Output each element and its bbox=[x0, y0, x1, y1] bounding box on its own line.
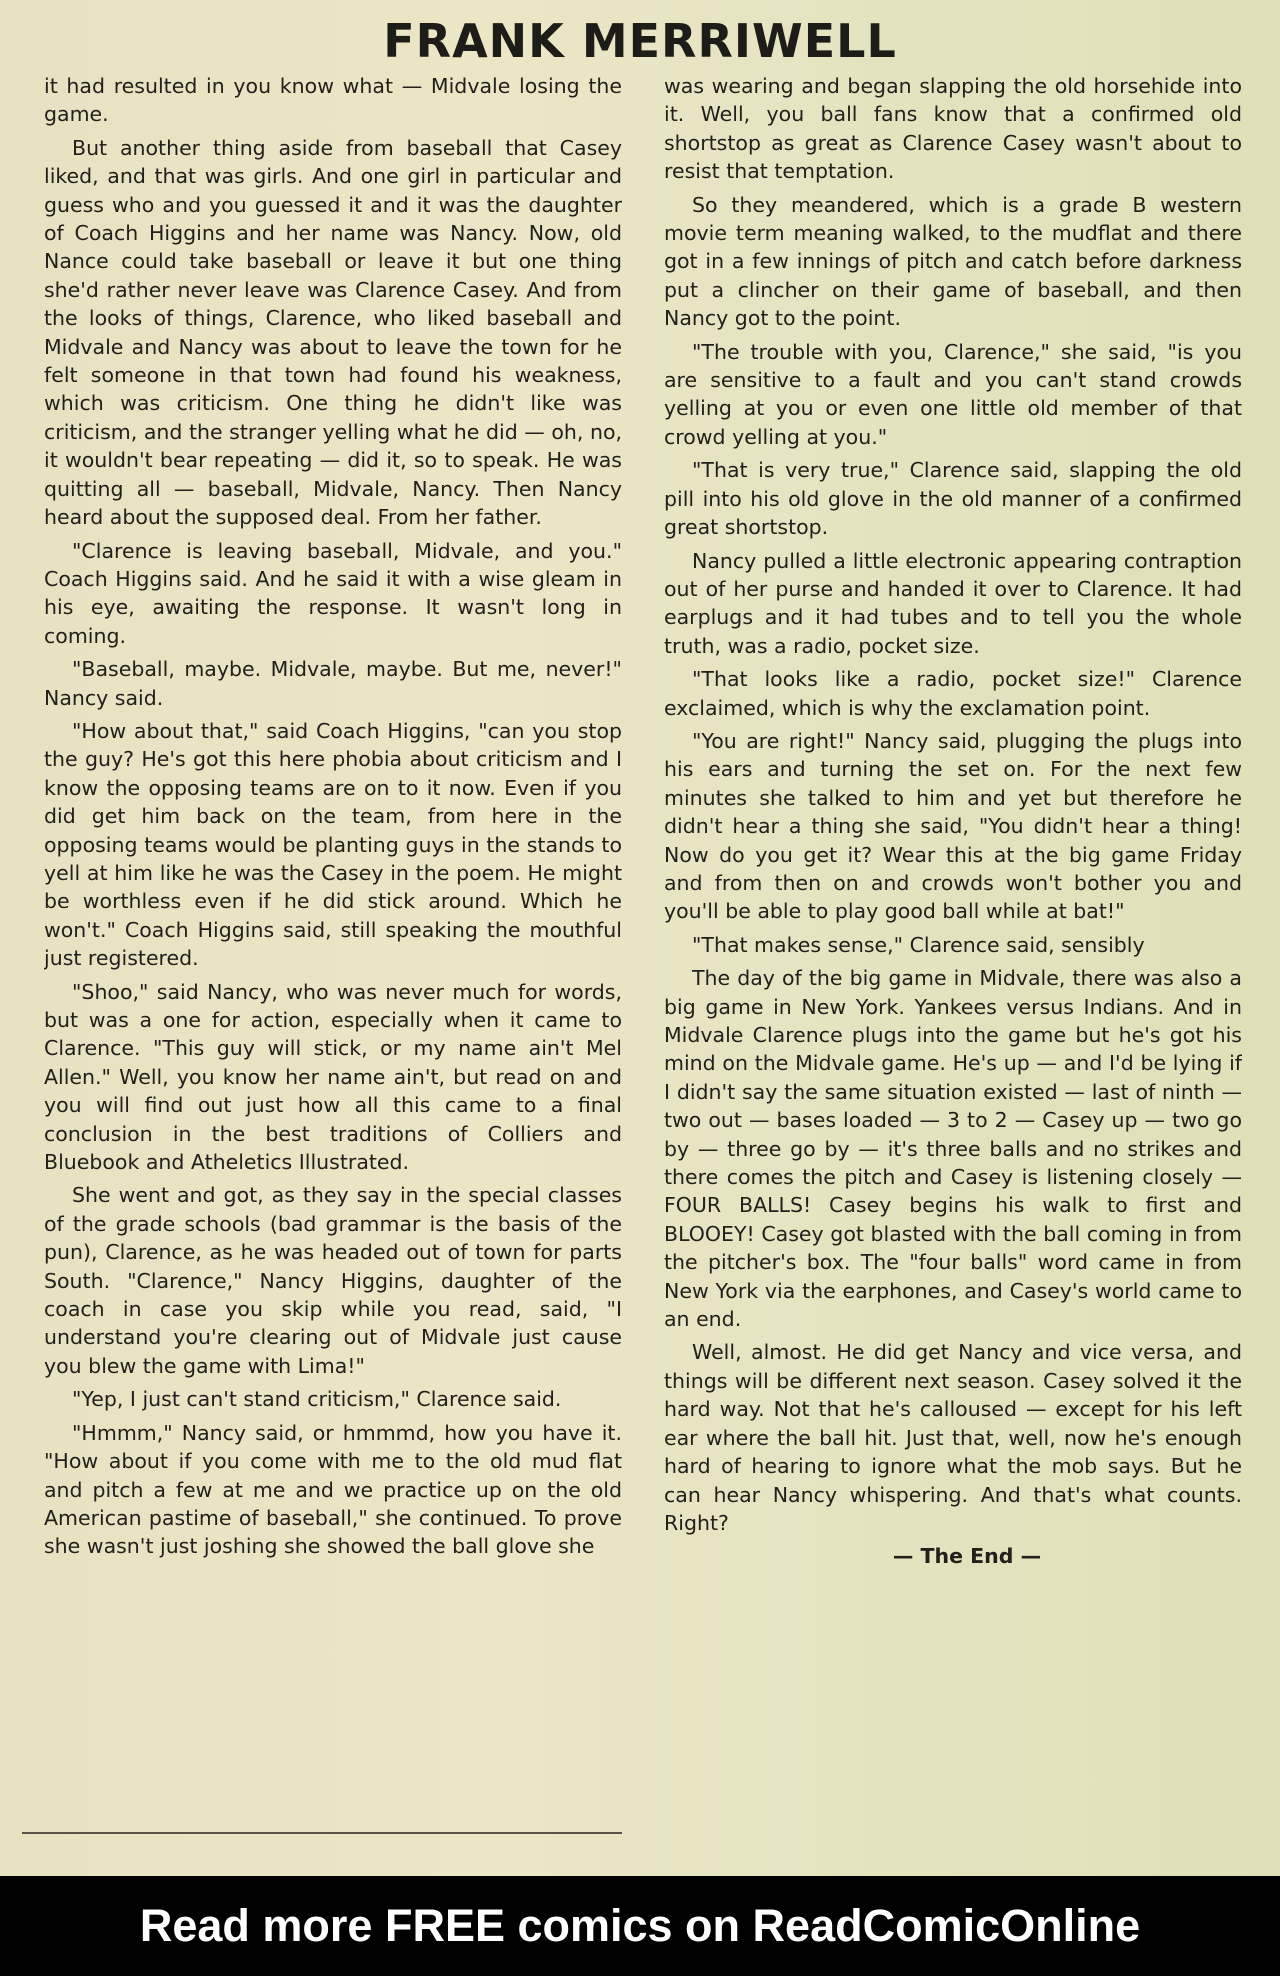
page-title: FRANK MERRIWELL bbox=[383, 14, 897, 68]
paragraph: "Baseball, maybe. Midvale, maybe. But me, never!" Nancy said. bbox=[44, 657, 622, 710]
paragraph: So they meandered, which is a grade B western movie term meaning walked, to the mudflat and there got in a few innings of pitch and catch before darkness put a clincher on their game of baseball, and then Nancy got to the point. bbox=[664, 192, 1242, 331]
paragraph: But another thing aside from baseball that Casey liked, and that was girls. And one girl in particular and guess who and you guessed it and it was the daughter of Coach Higgins and her name was Nancy. Now, old Nance could take baseball or leave it but one thing she'd rather never leave was Clarence Casey. And from the looks of things, Clarence, who liked baseball and Midvale and Nancy was about to leave the town for he felt someone in that town had found his weakness, which was criticism. One thing he didn't like was criticism, and the stranger yelling what he did — oh, no, it wouldn't bear repeating — did it, so to speak. He was quitting all — baseball, Midvale, Nancy. Then Nancy heard about the supposed deal. From her father. bbox=[44, 135, 622, 530]
paragraph: "You are right!" Nancy said, plugging the plugs into his ears and turning the set on. For the next few minutes she talked to him and yet but therefore he didn't hear a thing she said, "You didn't hear a thing! Now do you get it? Wear this at the big game Friday and from then on and crowds won't bother you and you'll be able to play good ball while at bat!" bbox=[664, 728, 1242, 924]
paragraph: "That looks like a radio, pocket size!" Clarence exclaimed, which is why the exclamation point. bbox=[664, 667, 1242, 720]
bottom-rule bbox=[22, 1832, 622, 1834]
left-text-column bbox=[44, 72, 622, 1832]
paragraph: "Shoo," said Nancy, who was never much for words, but was a one for action, especially when it came to Clarence. "This guy will stick, or my name ain't Mel Allen." Well, you know her name ain't, but read on and you will find out just how all this came to a final conclusion in the best traditions of Colliers and Bluebook and Atheletics Illustrated. bbox=[44, 979, 622, 1175]
promo-banner-text: Read more FREE comics on ReadComicOnline bbox=[139, 1900, 1141, 1951]
right-text-column bbox=[664, 72, 1242, 1832]
paragraph: "That makes sense," Clarence said, sensibly bbox=[692, 932, 1145, 957]
the-end-mark: — The End — bbox=[892, 1544, 1042, 1569]
paragraph: "Hmmm," Nancy said, or hmmmd, how you have it. "How about if you come with me to the old mud flat and pitch a few at me and we practice up on the old American pastime of baseball," she continued. To prove she wasn't just joshing she showed the ball glove she bbox=[44, 1420, 622, 1559]
paragraph: "The trouble with you, Clarence," she said, "is you are sensitive to a fault and you can't stand crowds yelling at you or even one little old member of that crowd yelling at you." bbox=[664, 339, 1242, 449]
paragraph: "How about that," said Coach Higgins, "can you stop the guy? He's got this here phobia about criticism and I know the opposing teams are on to it now. Even if you did get him back on the team, from here in the opposing teams would be planting guys in the stands to yell at him like he was the Casey in the poem. He might be worthless even if he did stick around. Which he won't." Coach Higgins said, still speaking the mouthful just registered. bbox=[44, 718, 622, 971]
paragraph: "Clarence is leaving baseball, Midvale, and you." Coach Higgins said. And he said it with a wise gleam in his eye, awaiting the response. It wasn't long in coming. bbox=[44, 538, 622, 648]
paragraph: was wearing and began slapping the old horsehide into it. Well, you ball fans know that a confirmed old shortstop as great as Clarence Casey wasn't about to resist that temptation. bbox=[664, 74, 1242, 184]
paragraph: The day of the big game in Midvale, there was also a big game in New York. Yankees versus Indians. And in Midvale Clarence plugs into the game but he's got his mind on the Midvale game. He's up — and I'd be lying if I didn't say the same situation existed — last of ninth — two out — bases loaded — 3 to 2 — Casey up — two go by — three go by — it's three balls and no strikes and there comes the pitch and Casey is listening closely — FOUR BALLS! Casey begins his walk to first and BLOOEY! Casey got blasted with the ball coming in from the pitcher's box. The "four balls" word came in from New York via the earphones, and Casey's world came to an end. bbox=[664, 966, 1242, 1332]
paragraph: "That is very true," Clarence said, slapping the old pill into his old glove in the old manner of a confirmed great shortstop. bbox=[664, 458, 1242, 540]
paragraph: Nancy pulled a little electronic appearing contraption out of her purse and handed it over to Clarence. It had earplugs and it had tubes and to tell you the whole truth, was a radio, pocket size. bbox=[664, 548, 1242, 658]
paragraph: She went and got, as they say in the special classes of the grade schools (bad grammar is the basis of the pun), Clarence, as he was headed out of town for parts South. "Clarence," Nancy Higgins, daughter of the coach in case you skip while you read, said, "I understand you're clearing out of Midvale just cause you blew the game with Lima!" bbox=[44, 1183, 622, 1378]
paragraph: it had resulted in you know what — Midvale losing the game. bbox=[44, 74, 622, 127]
promo-banner[interactable] bbox=[0, 1876, 1280, 1976]
paragraph: Well, almost. He did get Nancy and vice versa, and things will be different next season. Casey solved it the hard way. Not that he's calloused — except for his left ear where the ball hit. Just that, well, now he's enough hard of hearing to ignore what the mob says. But he can hear Nancy whispering. And that's what counts. Right? bbox=[664, 1340, 1242, 1535]
paragraph: "Yep, I just can't stand criticism," Clarence said. bbox=[72, 1387, 562, 1412]
